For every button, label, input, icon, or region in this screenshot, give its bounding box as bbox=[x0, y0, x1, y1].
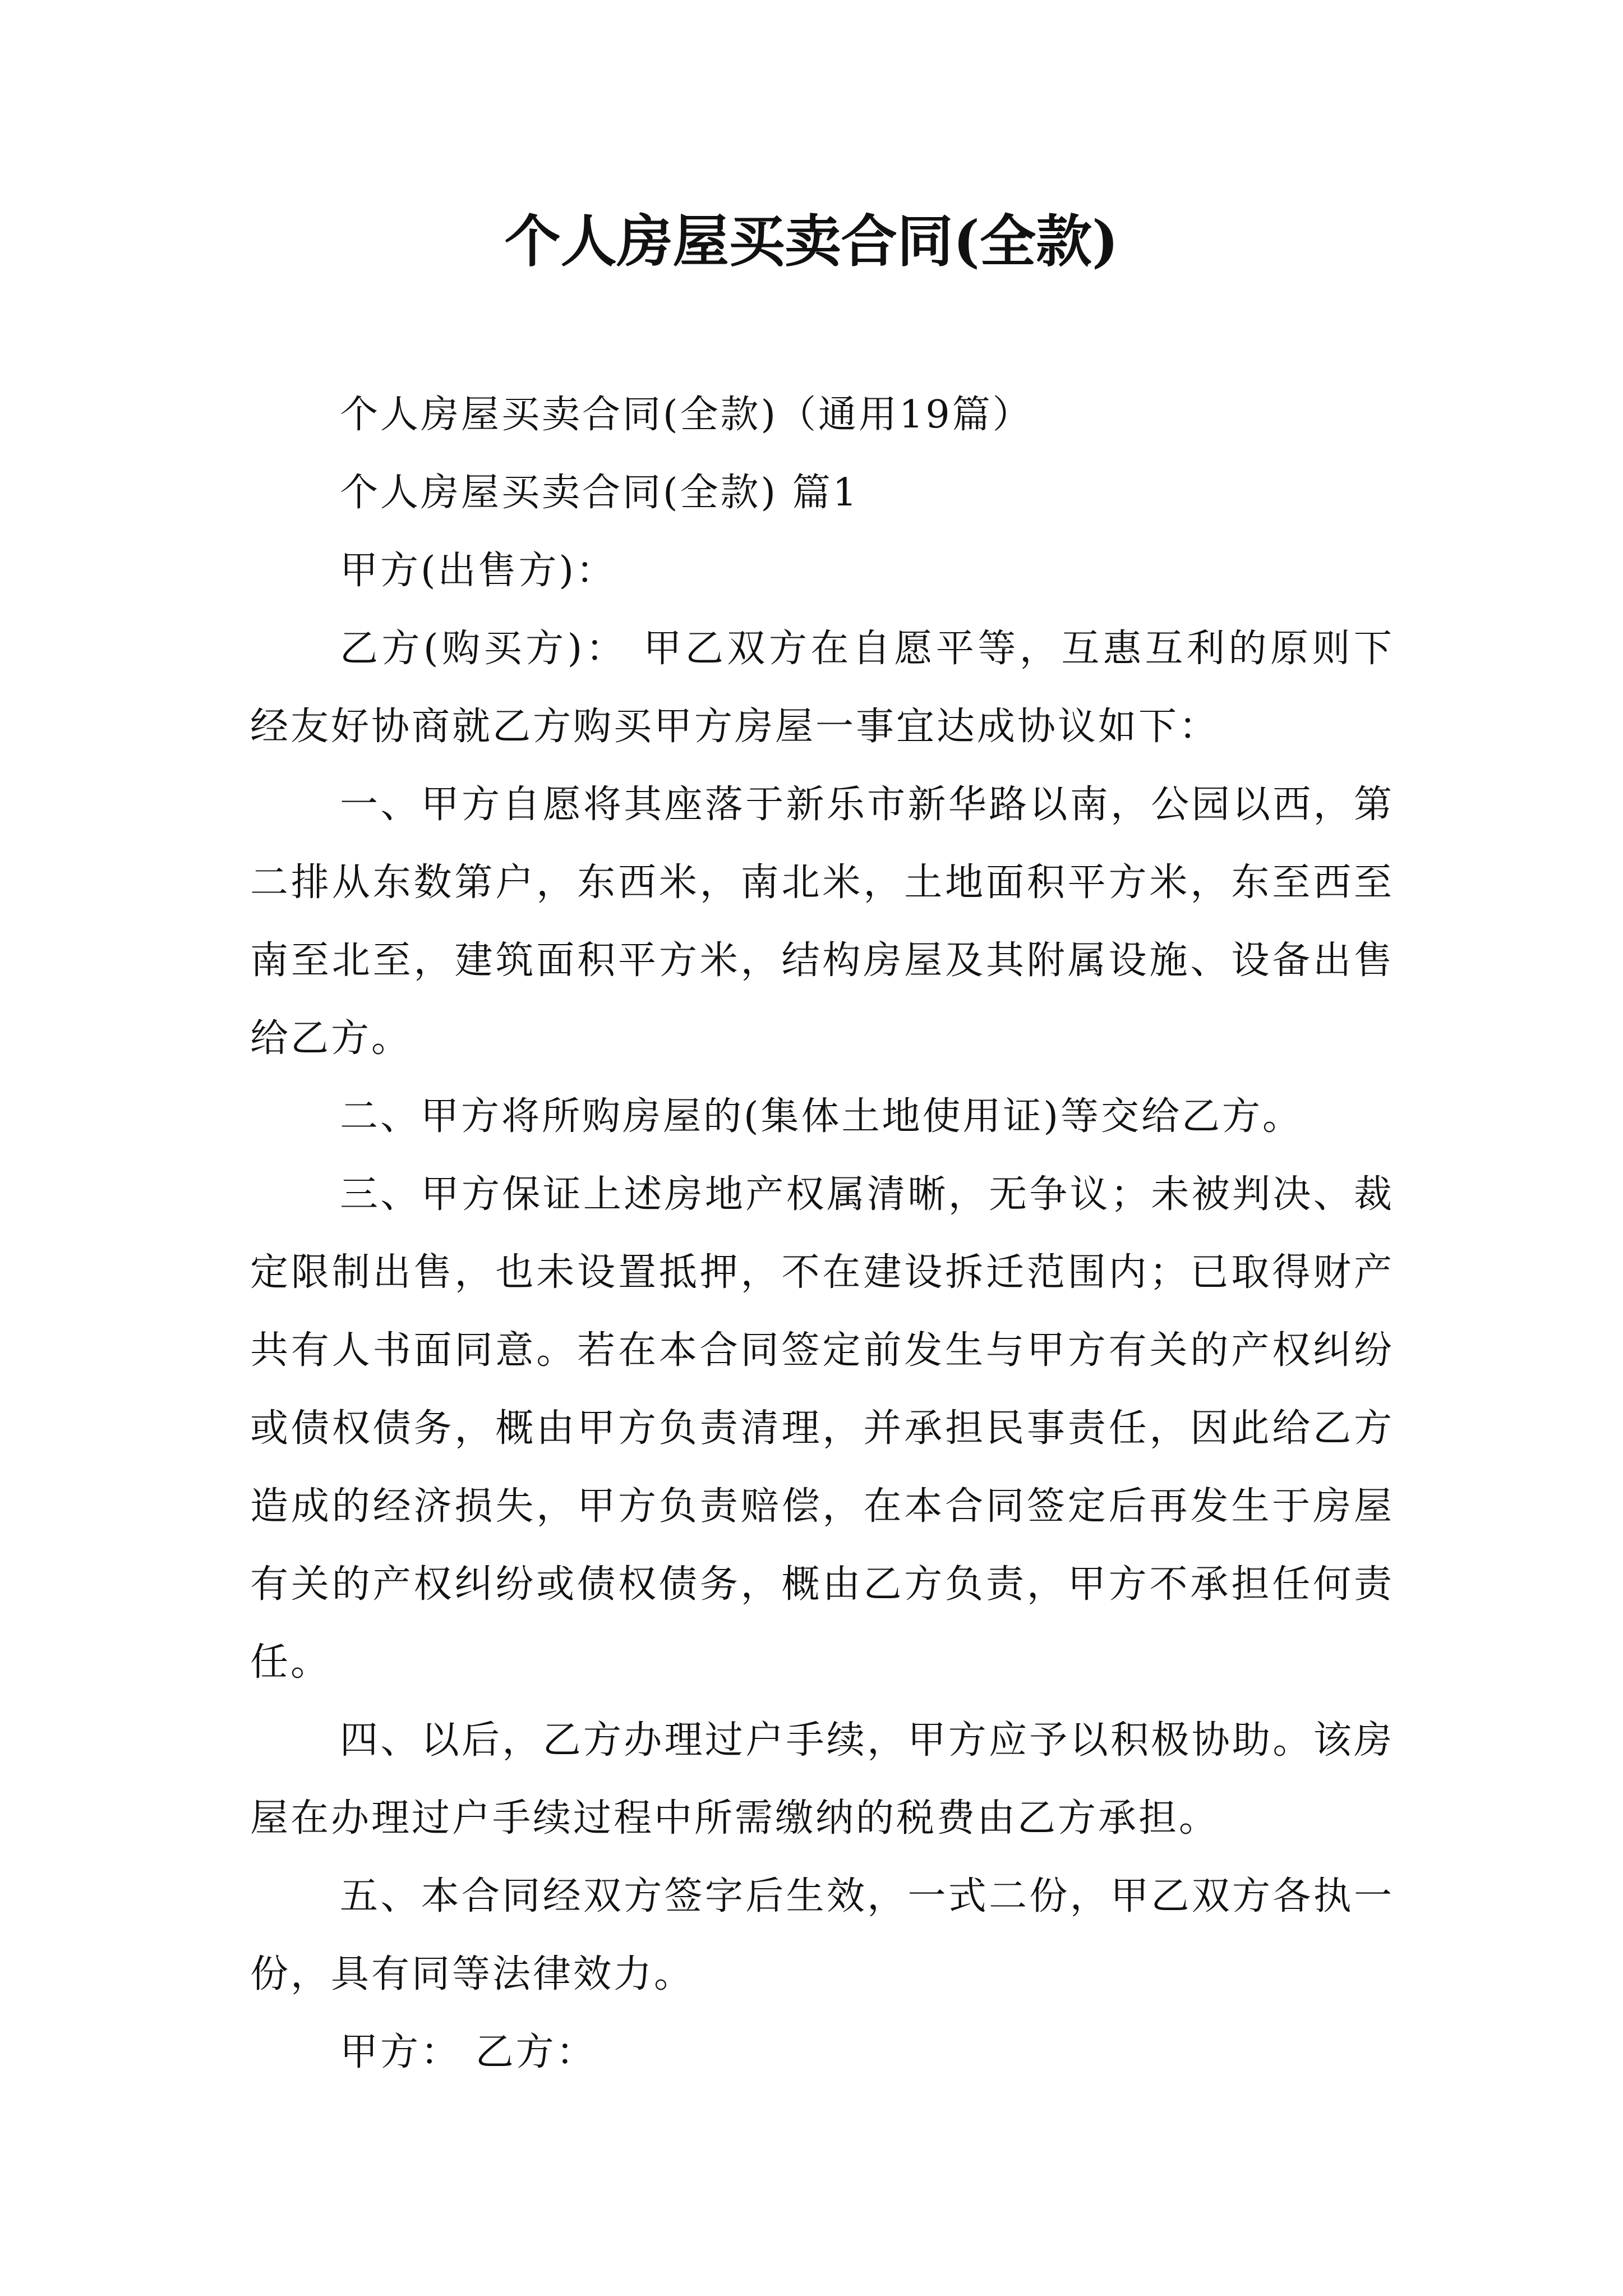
document-title: 个人房屋买卖合同(全款) bbox=[504, 208, 1119, 274]
paragraph-clause-5: 五、本合同经双方签字后生效，一式二份，甲乙双方各执一份，具有同等法律效力。 bbox=[250, 1874, 1394, 1996]
document-body bbox=[250, 376, 1394, 2091]
paragraph-collection-title: 个人房屋买卖合同(全款)（通用19篇） bbox=[340, 393, 1033, 437]
paragraph-signatures: 甲方： 乙方： bbox=[340, 2030, 597, 2074]
paragraph-clause-3: 三、甲方保证上述房地产权属清晰，无争议；未被判决、裁定限制出售，也未设置抵押，不在建设拆迁范围内；已取得财产共有人书面同意。若在本合同签定前发生与甲方有关的产权纠纷或债权债务，概由甲方负责清理，并承担民事责任，因此给乙方造成的经济损失，甲方负责赔偿，在本合同签定后再发生于房屋有关的产权纠纷或债权债务，概由乙方负责，甲方不承担任何责任。 bbox=[250, 1172, 1394, 1685]
paragraph-clause-1: 一、甲方自愿将其座落于新乐市新华路以南，公园以西，第二排从东数第户，东西米，南北米，土地面积平方米，东至西至南至北至，建筑面积平方米，结构房屋及其附属设施、设备出售给乙方。 bbox=[250, 783, 1394, 1061]
paragraph-party-b: 乙方(购买方)： 甲乙双方在自愿平等，互惠互利的原则下经友好协商就乙方购买甲方房屋一事宜达成协议如下： bbox=[250, 627, 1394, 749]
paragraph-party-a: 甲方(出售方)： bbox=[340, 549, 617, 593]
paragraph-article-title: 个人房屋买卖合同(全款) 篇1 bbox=[340, 471, 859, 515]
paragraph-clause-4: 四、以后，乙方办理过户手续，甲方应予以积极协助。该房屋在办理过户手续过程中所需缴纳的税费由乙方承担。 bbox=[250, 1718, 1394, 1841]
paragraph-clause-2: 二、甲方将所购房屋的(集体土地使用证)等交给乙方。 bbox=[340, 1094, 1303, 1139]
